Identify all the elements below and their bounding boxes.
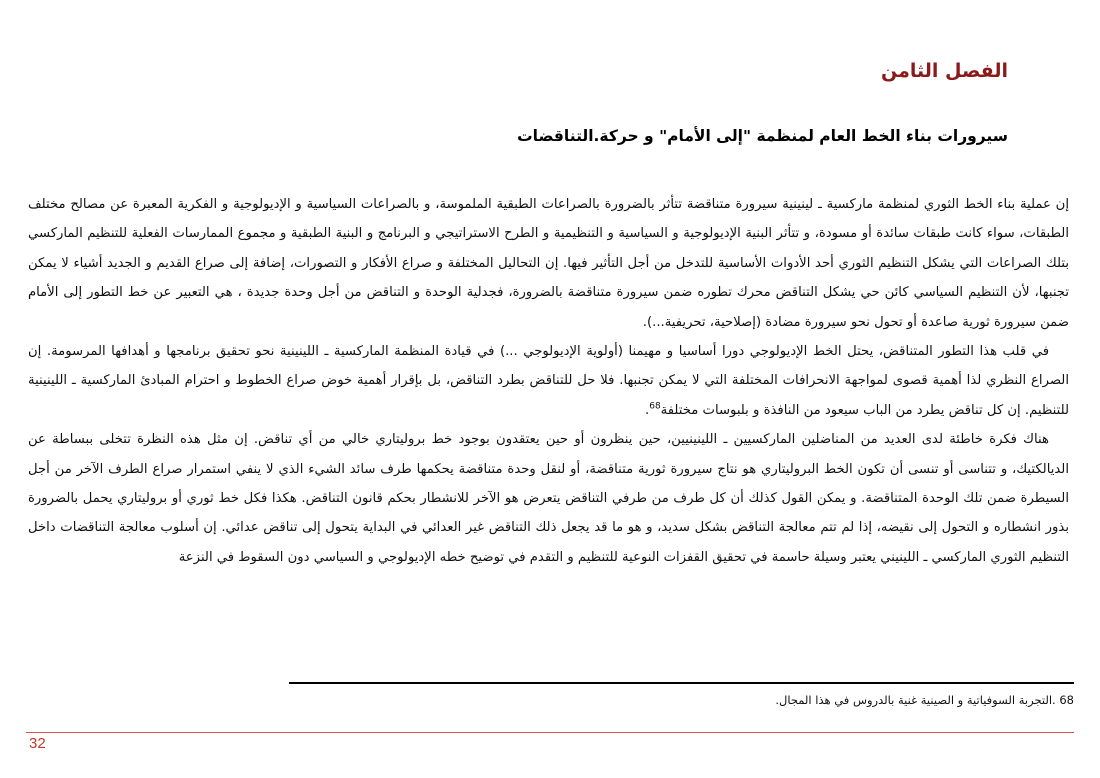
- footnote: 68 .التجربة السوفياتية و الصينية غنية بالدروس في هذا المجال.: [775, 693, 1074, 707]
- paragraph-1: [28, 190, 1069, 337]
- page-number: 32: [29, 735, 46, 752]
- paragraph-2-text: في قلب هذا التطور المتناقض، يحتل الخط الإديولوجي دورا أساسيا و مهيمنا (أولوية الإديولوجي ...) في قيادة المنظمة الماركسية ـ اللينينية نحو تحقيق برنامجها و أهدافها المرسومة. إن الصراع النظري لذا أهمية قصوى لمواجهة الانحرافات المختلفة التي لا يمكن تجنبها. فلا حل للتناقض بطرد التناقض، بل بإقرار أهمية خوض صراع الخطوط و احترام المبادئ الماركسية ـ اللينينية للتنظيم. إن كل تناقض يطرد من الباب سيعود من النافذة و بلبوسات مختلفة: [28, 344, 1069, 418]
- paragraph-3: [28, 425, 1069, 572]
- page-footer-rule: [26, 732, 1074, 733]
- body-text: [28, 190, 1069, 572]
- paragraph-3-text: هناك فكرة خاطئة لدى العديد من المناضلين الماركسيين ـ اللينينيين، حين ينظرون أو حين يعتقدون بوجود خط بروليتاري خالي من أي تناقض. إن مثل هذه النظرة تتخلى ببساطة عن الديالكتيك، و تتناسى أو تنسى أن تكون الخط البروليتاري هو نتاج سيرورة ثورية متناقضة، أو لنقل وحدة متناقضة يحكمها طرف سائد الشيء الذي لا ينفي استمرار صراع الطرف الآخر من أجل السيطرة ضمن تلك الوحدة المتناقضة. و يمكن القول كذلك أن كل طرف من طرفي التناقض يتعرض هو الآخر للانشطار بحكم قانون التناقض. هكذا فكل خط ثوري أو بروليتاري يحمل بالضرورة بذور انشطاره و التحول إلى نقيضه، إذا لم تتم معالجة التناقض بشكل سديد، و هو ما قد يجعل ذلك التناقض غير العدائي في البداية يتحول إلى تناقض عدائي. إن أسلوب معالجة التناقضات داخل التنظيم الثوري الماركسي ـ اللينيني يعتبر وسيلة حاسمة في تحقيق القفزات النوعية للتنظيم و التقدم في توضيح خطه الإديولوجي و السياسي دون السقوط في النزعة: [28, 432, 1069, 565]
- paragraph-2: [28, 337, 1069, 425]
- paragraph-1-text: إن عملية بناء الخط الثوري لمنظمة ماركسية ـ لينينية سيرورة متناقضة تتأثر بالضرورة بالصراعات الطبقية الملموسة، و بالصراعات السياسية و الإديولوجية و الفكرية المعبرة عن مصالح مختلف الطبقات، سواء كانت طبقات سائدة أو مسودة، و تتأثر البنية الإديولوجية و السياسية و التنظيمية و الطرح الاستراتيجي و البرنامج و البنية الطبقية و مجموع الممارسات الفعلية للتنظيم الماركسي بتلك الصراعات التي يشكل التنظيم الثوري أحد الأدوات الأساسية للتدخل من أجل التأثير فيها. إن التحاليل المختلفة و صراع الأفكار و التصورات، إضافة إلى صراع القديم و الجديد أشياء لا يمكن تجنبها، لأن التنظيم السياسي كائن حي يشكل التناقض محرك تطوره ضمن سيرورة متناقضة بالضرورة، فجدلية الوحدة و التناقض من أجل وحدة جديدة ، هي التعبير عن خط التطور إلى الأمام ضمن سيرورة ثورية صاعدة أو تحول نحو سيرورة مضادة (إصلاحية، تحريفية...).: [28, 197, 1069, 330]
- chapter-title: الفصل الثامن: [880, 60, 1008, 82]
- paragraph-2-tail: .: [645, 402, 650, 418]
- footnote-reference[interactable]: 68: [649, 401, 661, 412]
- section-title: سيرورات بناء الخط العام لمنظمة "إلى الأمام" و حركة.التناقضات: [517, 127, 1008, 145]
- footnote-separator: [289, 682, 1074, 684]
